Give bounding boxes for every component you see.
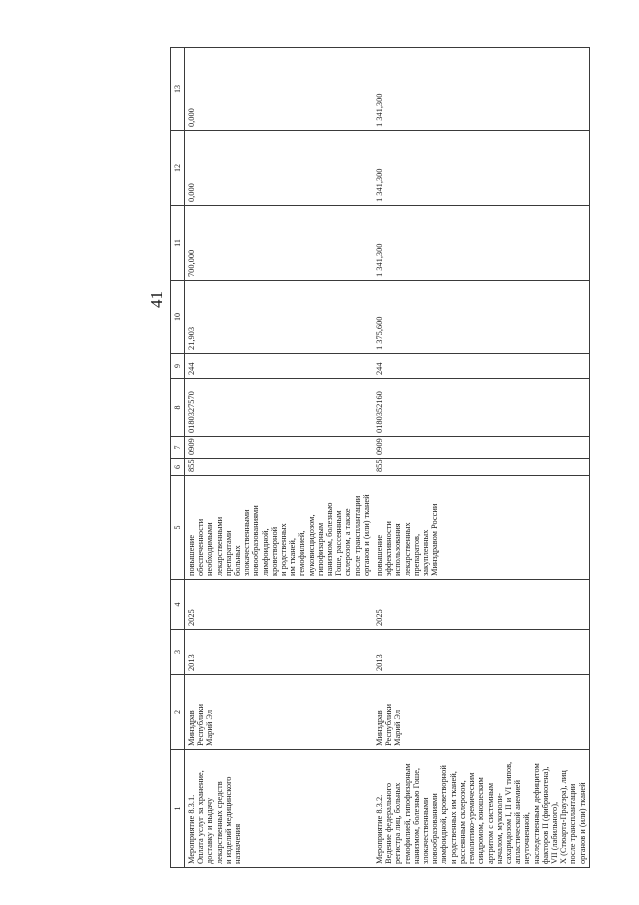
cell-line: доставку и выдачу <box>205 797 215 864</box>
cell-line: гемофилией, гипофизарным <box>402 763 412 864</box>
cell-line: Республики <box>384 703 394 746</box>
column-header-5: 5 <box>171 476 185 580</box>
cell-line: лекарственных <box>402 522 412 576</box>
cell-line: органов и (или) тканей <box>361 494 371 576</box>
cell-line: лимфоидной, кроветворной <box>439 765 449 864</box>
cell-line: X (Стюарта-Прауэра), лиц <box>559 770 569 864</box>
cell-line: обеспеченности <box>196 518 206 576</box>
column-header-12: 12 <box>171 131 185 206</box>
cell-line: артритом с системным <box>485 782 495 864</box>
cell-line: синдромом, юношеским <box>476 777 486 864</box>
cell-line: им тканей, <box>288 538 298 576</box>
grbs-code-cell: 855 <box>185 459 374 476</box>
start-year-cell: 2013 <box>185 630 374 675</box>
amount-col11-cell: 700,000 <box>185 206 374 281</box>
cell-line: Республики <box>196 703 206 746</box>
column-header-8: 8 <box>171 379 185 437</box>
cell-line: после трансплантации <box>568 783 578 864</box>
section-code-cell: 0909 <box>373 437 589 459</box>
cell-line: новообразованиями <box>430 793 440 864</box>
expected-result-text <box>375 479 439 576</box>
column-header-9: 9 <box>171 354 185 379</box>
cell-line: Марий Эл <box>205 709 215 746</box>
cell-line: препаратов, <box>411 533 421 576</box>
column-header-4: 4 <box>171 580 185 630</box>
end-year-cell: 2025 <box>185 580 374 630</box>
cell-line: новообразованиями <box>251 505 261 576</box>
cell-line: препаратами <box>223 530 233 576</box>
amount-col12-cell: 1 341,300 <box>373 131 589 206</box>
column-number-row <box>171 48 185 868</box>
cell-line: гипофизарным <box>315 522 325 576</box>
expected-result-cell <box>185 476 374 580</box>
cell-line: органов и (или) тканей <box>577 782 587 864</box>
cell-line: апластической анемией <box>513 779 523 864</box>
event-description-cell <box>185 750 374 868</box>
cell-line: повышение <box>375 534 385 576</box>
cell-line: нанизмом, болезнью <box>325 502 335 576</box>
responsible-executor-text <box>375 678 403 746</box>
cell-line: сахаридозом I, II и VI типов, <box>503 761 513 864</box>
page-number: 41 <box>147 291 166 308</box>
cell-line: гемолитико-уремическим <box>467 772 477 864</box>
cell-line: VII (лабильного), <box>549 801 559 864</box>
cell-line: злокачественными <box>242 509 252 576</box>
rotated-table-page <box>120 48 639 868</box>
end-year-cell: 2025 <box>373 580 589 630</box>
cell-line: закупленных <box>421 529 431 576</box>
cell-line: Минздрав <box>375 710 385 746</box>
cell-line: лекарственными <box>214 516 224 576</box>
column-header-1: 1 <box>171 750 185 868</box>
amount-col10-cell: 1 375,600 <box>373 281 589 354</box>
budget-table <box>170 47 590 868</box>
table-row-event-8-3-2 <box>373 48 589 868</box>
column-header-2: 2 <box>171 675 185 750</box>
cell-line: Минздравом России <box>430 503 440 576</box>
cell-line: рассеянным склерозом, <box>457 780 467 864</box>
cell-line: и родственных <box>279 523 289 576</box>
cell-line: Минздрав <box>187 710 196 746</box>
cell-line: Мероприятие 8.3.1. <box>187 794 196 864</box>
start-year-cell: 2013 <box>373 630 589 675</box>
column-header-11: 11 <box>171 206 185 281</box>
table-wrapper <box>170 47 590 868</box>
responsible-executor-cell <box>373 675 589 750</box>
column-header-3: 3 <box>171 630 185 675</box>
cell-line: муковисцидозом, <box>306 514 316 576</box>
cell-line: Мероприятие 8.3.2. <box>375 794 385 864</box>
amount-col11-cell: 1 341,300 <box>373 206 589 281</box>
amount-col13-cell: 1 341,300 <box>373 48 589 131</box>
cell-line: и родственных им тканей, <box>448 771 458 864</box>
cell-line: Гоше, рассеянным <box>334 510 344 576</box>
cell-line: после трансплантации <box>352 495 362 576</box>
expected-result-cell <box>373 476 589 580</box>
column-header-10: 10 <box>171 281 185 354</box>
event-description-text <box>187 753 242 864</box>
cell-line: нанизмом, болезнью Гоше, <box>411 767 421 864</box>
cell-line: эффективности <box>384 521 394 576</box>
target-article-cell: 0180352160 <box>373 379 589 437</box>
expected-result-text <box>187 479 371 576</box>
cell-line: злокачественными <box>421 797 431 864</box>
section-code-cell: 0909 <box>185 437 374 459</box>
cell-line: больных <box>233 545 243 576</box>
cell-line: неуточненной, <box>522 812 532 864</box>
cell-line: началом, мукополи- <box>494 793 504 864</box>
amount-col12-cell: 0,000 <box>185 131 374 206</box>
column-header-6: 6 <box>171 459 185 476</box>
cell-line: повышение <box>187 534 196 576</box>
cell-line: гемофилией, <box>297 530 307 576</box>
grbs-code-cell: 855 <box>373 459 589 476</box>
cell-line: и изделий медицинского <box>223 776 233 864</box>
cell-line: кроветворной <box>269 526 279 576</box>
cell-line: факторов II (фибриногена), <box>540 766 550 864</box>
amount-col10-cell: 21,903 <box>185 281 374 354</box>
cell-line: использования <box>393 523 403 576</box>
cell-line: Марий Эл <box>393 709 403 746</box>
expense-type-cell: 244 <box>185 354 374 379</box>
amount-col13-cell: 0,000 <box>185 48 374 131</box>
cell-line: Ведение федерального <box>384 782 394 864</box>
cell-line: назначения <box>233 823 243 864</box>
event-description-cell <box>373 750 589 868</box>
event-description-text <box>375 753 587 864</box>
cell-line: Оплата услуг за хранение, <box>196 770 206 864</box>
cell-line: лекарственных средств <box>214 781 224 864</box>
cell-line: наследственным дефицитом <box>531 763 541 864</box>
target-article-cell: 0180327570 <box>185 379 374 437</box>
cell-line: регистра лиц, больных <box>393 782 403 864</box>
responsible-executor-text <box>187 678 215 746</box>
column-header-7: 7 <box>171 437 185 459</box>
table-row-event-8-3-1 <box>185 48 374 868</box>
cell-line: склерозом, а также <box>343 508 353 576</box>
cell-line: необходимыми <box>205 522 215 576</box>
cell-line: лимфоидной, <box>260 528 270 576</box>
responsible-executor-cell <box>185 675 374 750</box>
expense-type-cell: 244 <box>373 354 589 379</box>
column-header-13: 13 <box>171 48 185 131</box>
